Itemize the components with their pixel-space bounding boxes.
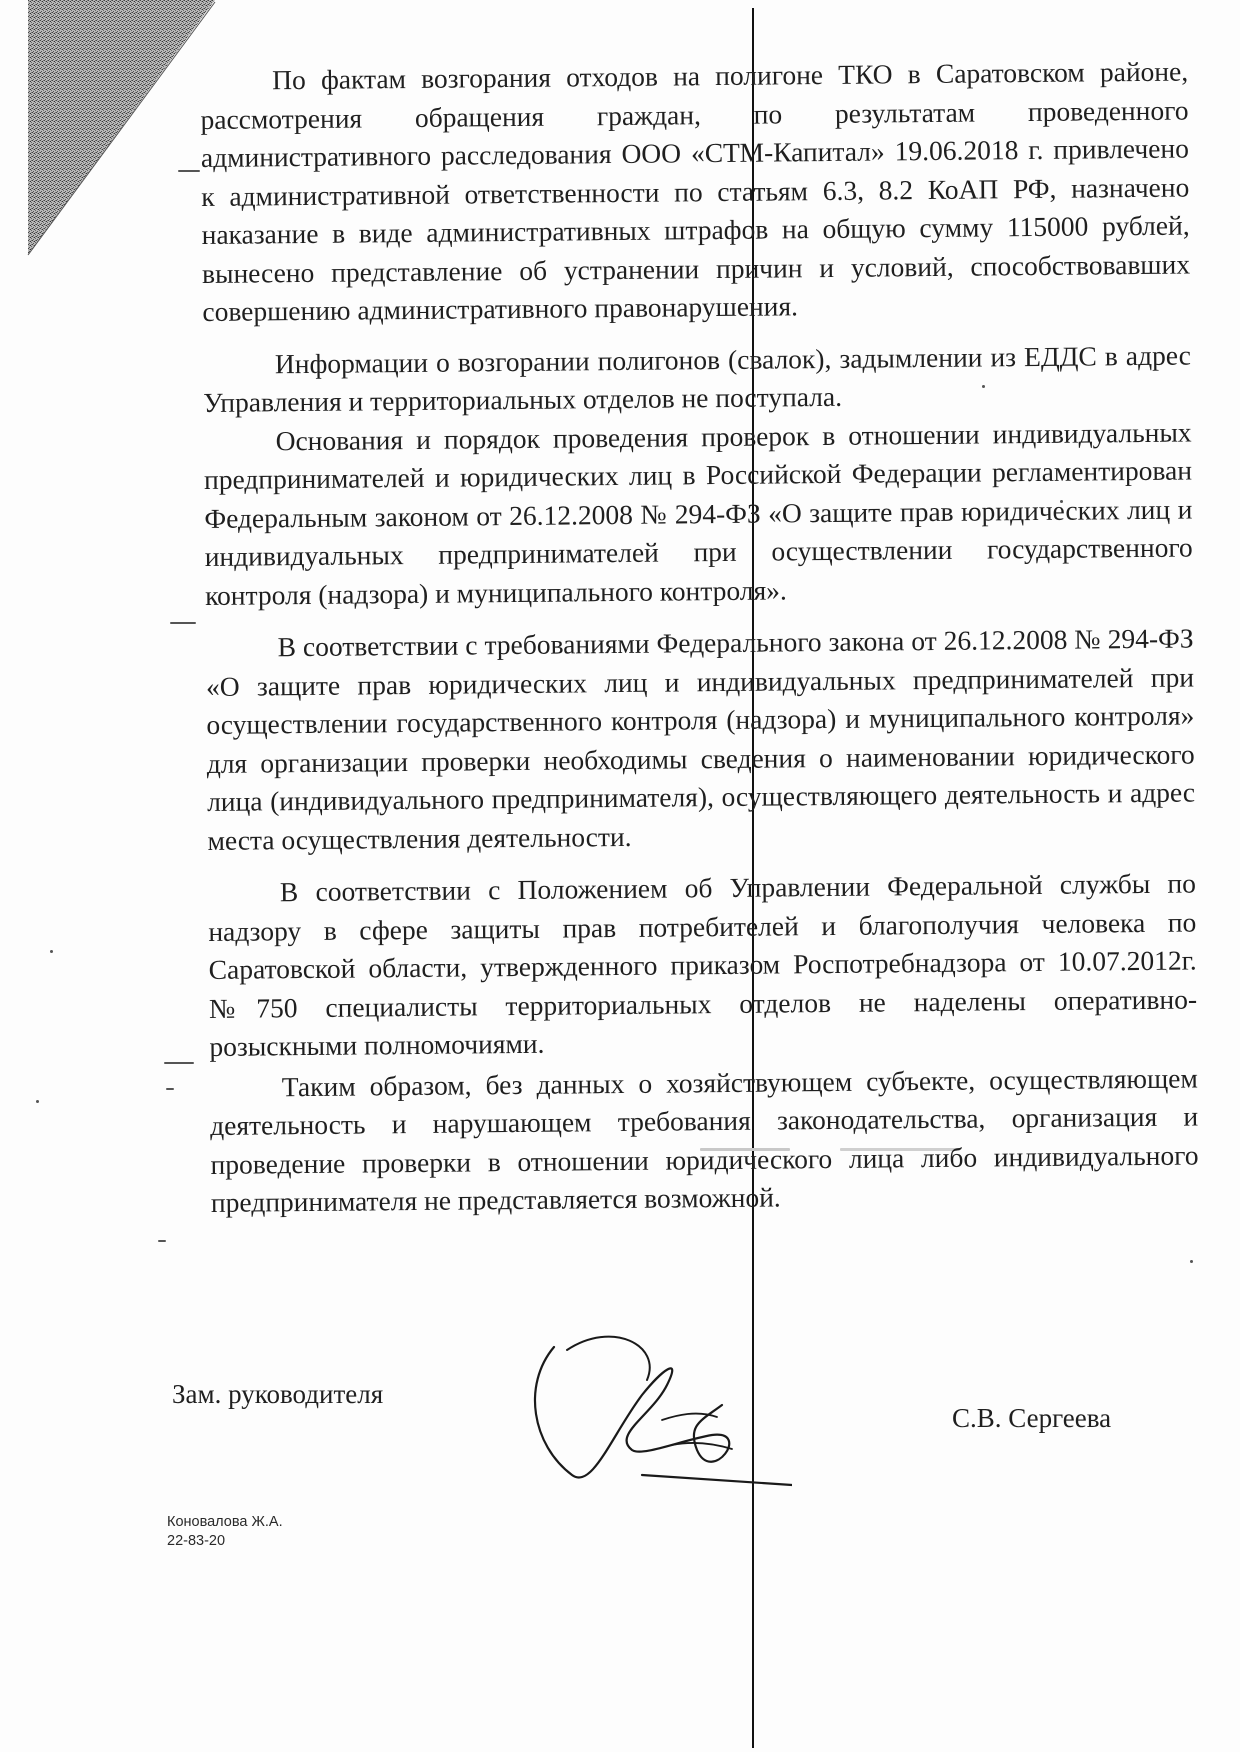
handwritten-signature [492, 1325, 792, 1505]
signature-block [172, 1355, 1172, 1505]
paragraph-regulation: В соответствии с Положением об Управлении Федеральной службы по надзору в сфере защиты прав потребителей и благополучия человека по Саратовской области, утвержденного приказом Роспотребнадзора от 10.07.2012г. №750 специалисты территориальных отделов не наделены оперативно-розыскными полномочиями. [208, 867, 1198, 1062]
scan-speck [50, 950, 53, 953]
paragraph-conclusion: Таким образом, без данных о хозяйствующем субъекте, осуществляющем деятельность и нарушающем требования законодательства, организация и проведение проверки в отношении юридического лица либо индивидуального предпринимателя не представляется возможной. [210, 1061, 1199, 1218]
scan-speck [178, 170, 200, 172]
paragraph-edds-info: Информации о возгорании полигонов (свалок), задымлении из ЕДДС в адрес Управления и территориальных отделов не поступала. [203, 339, 1192, 418]
scan-speck [158, 1240, 166, 1242]
scan-corner-shadow [0, 0, 220, 260]
signer-title: Зам. руководителя [172, 1379, 384, 1409]
paragraph-inspection-basis: Основания и порядок проведения проверок в отношении индивидуальных предпринимателей и юридических лиц в Российской Федерации регламентирован Федеральным законом от 26.12.2008 № 294-ФЗ «О защите прав юридических лиц и индивидуальных предпринимателей при осуществлении государственного контроля (надзора) и муниципального контроля». [203, 415, 1193, 611]
scan-speck [36, 1100, 39, 1103]
scan-speck [164, 1062, 194, 1064]
executor-name: Коновалова Ж.А. [167, 1514, 283, 1530]
paragraph-fire-incident: По фактам возгорания отходов на полигоне ТКО в Саратовском районе, рассмотрения обращения граждан, по результатам проведенного административного расследования ООО «СТМ-Капитал» 19.06.2018 г. привлечено к административной ответственности по статьям 6.3, 8.2 КоАП РФ, назначено наказание в виде административных штрафов на общую сумму 115000 рублей, вынесено представление об устранении причин и условий, способствовавших совершению административного правонарушения. [200, 55, 1191, 327]
scan-speck [166, 1088, 174, 1090]
executor-phone: 22-83-20 [167, 1533, 226, 1549]
scan-speck [170, 622, 196, 624]
signer-name: С.В. Сергеева [952, 1403, 1112, 1433]
executor-info [167, 1513, 283, 1551]
letter-body [200, 53, 1199, 1223]
scan-speck [1190, 1260, 1193, 1263]
paragraph-law-requirements: В соответствии с требованиями Федерального закона от 26.12.2008 № 294-ФЗ «О защите прав юридических лиц и индивидуальных предпринимателей при осуществлении государственного контроля (надзора) и муниципального контроля» для организации проверки необходимы сведения о наименовании юридического лица (индивидуального предпринимателя), осуществляющего деятельность и адрес места осуществления деятельности. [205, 622, 1196, 856]
